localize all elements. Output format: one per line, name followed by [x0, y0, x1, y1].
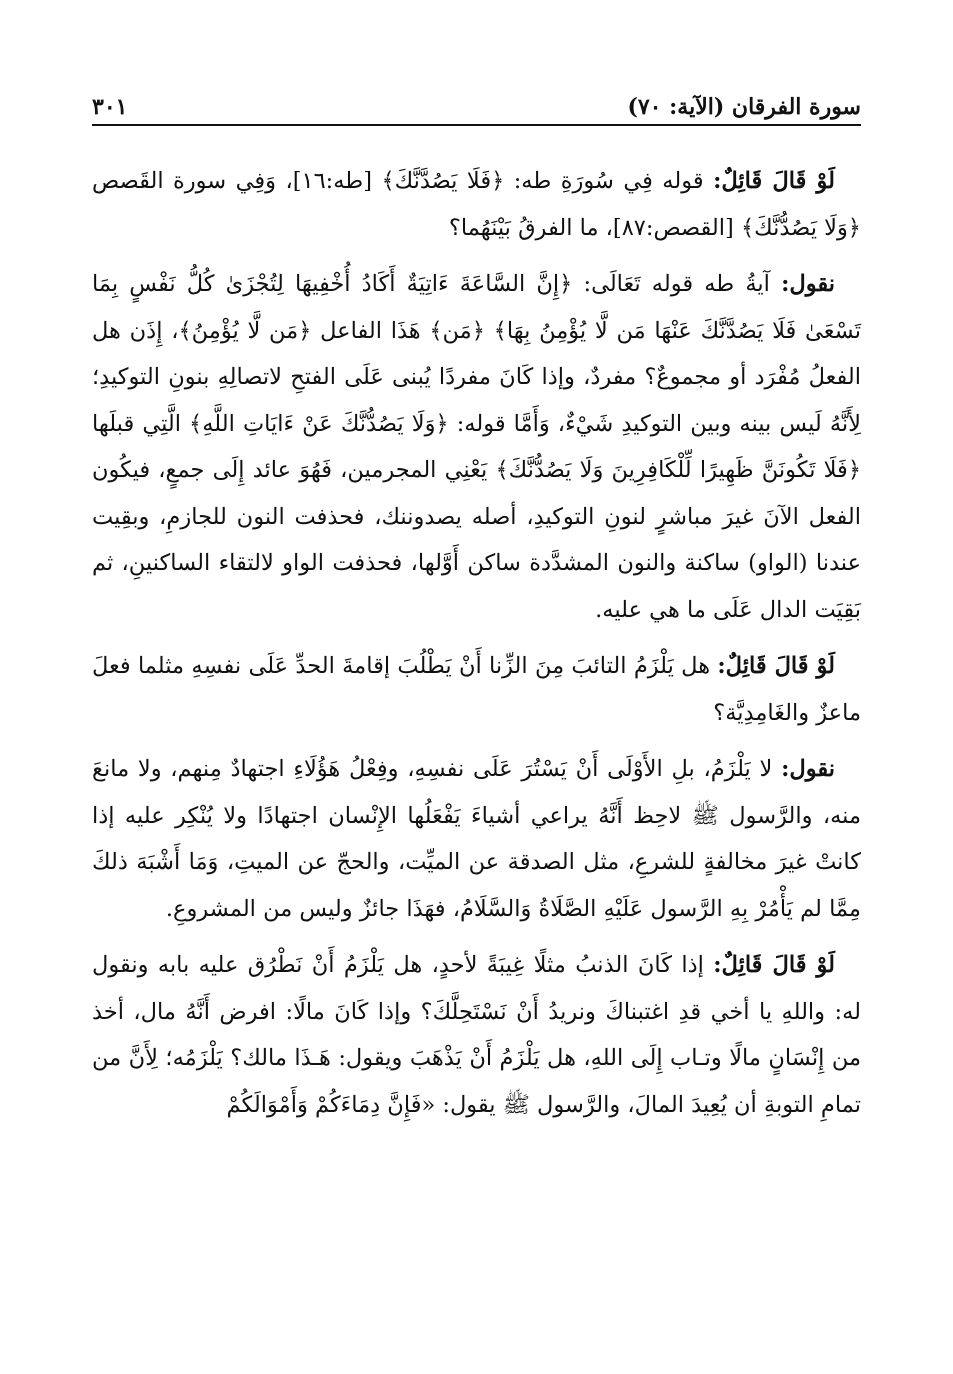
paragraph-text: إذا كَانَ الذنبُ مثلًا غِيبَةً لأحدٍ، هل يَلْزَمُ أَنْ نَطْرُق عليه بابه ونقول له: واللهِ يا أخي قدِ اغتبناكَ ونريدُ أَنْ نَسْتَحِلَّكَ؟ وإذا كَانَ مالًا: افرض أَنَّهُ مال، أخذ من إِنْسَانٍ مالًا وتـاب إِلَى اللهِ، هل يَلْزَمُ أَنْ يَذْهَبَ ويقول: هَـذَا مالك؟ يَلْزَمُه؛ لِأَنَّ من تمامِ التوبةِ أن يُعِيدَ المالَ، والرَّسول ﷺ يقول: «فَإِنَّ دِمَاءَكُمْ وَأَمْوَالَكُمْ: [92, 952, 861, 1118]
page-number: ٣٠١: [92, 94, 128, 120]
paragraph: [92, 643, 861, 736]
paragraph-lead: نقول:: [781, 271, 836, 297]
paragraph-text: هل يَلْزَمُ التائبَ مِنَ الزِّنا أَنْ يَطْلُبَ إقامةَ الحدِّ عَلَى نفسِهِ مثلما فعلَ ماعزٌ والغَامِدِيَّة؟: [92, 653, 861, 726]
paragraph-text: لا يَلْزَمُ، بلِ الأَوْلَى أَنْ يَسْتُرَ عَلَى نفسِهِ، وفِعْلُ هَؤُلَاءِ اجتهادٌ مِنهم، ولا مانعَ منه، والرَّسول ﷺ لاحِظ أَنَّهُ يراعي أشياءَ يَفْعَلُها الإِنْسان اجتهادًا ولا يُنْكِر عليه إذا كانتْ غيرَ مخالفةٍ للشرعِ، مثل الصدقة عن الميِّت، والحجّ عن الميتِ، وَمَا أَشْبَهَ ذلكَ مِمَّا لم يَأْمُرْ بِهِ الرَّسول عَلَيْهِ الصَّلَاةُ وَالسَّلَامُ، فهَذَا جائزٌ وليس من المشروعِ.: [92, 756, 861, 922]
paragraph-lead: لَوْ قَالَ قَائِلٌ:: [713, 168, 835, 194]
paragraph-lead: لَوْ قَالَ قَائِلٌ:: [713, 952, 835, 978]
paragraph-text: آيةُ طه قوله تَعَالَى: ﴿إِنَّ السَّاعَةَ ءَاتِيَةٌ أَكَادُ أُخْفِيهَا لِتُجْزَىٰ كُلُّ نَفْسٍ بِمَا تَسْعَىٰ فَلَا يَصُدَّنَّكَ عَنْهَا مَن لَّا يُؤْمِنُ بِهَا﴾ ﴿مَن﴾ هَذَا الفاعل ﴿مَن لَّا يُؤْمِنُ﴾، إِذَن هل الفعلُ مُفْرَد أو مجموعٌ؟ مفردٌ، وإذا كَانَ مفردًا يُبنى عَلَى الفتحِ لاتصالِهِ بنونِ التوكيدِ؛ لِأَنَّهُ لَيس بينه وبين التوكيدِ شَيْءٌ، وَأَمَّا قوله: ﴿وَلَا يَصُدُّنَّكَ عَنْ ءَايَاتِ اللَّهِ﴾ الَّتِي قبلَها ﴿فَلَا تَكُونَنَّ ظَهِيرًا لِّلْكَافِرِينَ وَلَا يَصُدُّنَّكَ﴾ يَعْنِي المجرمين، فَهُوَ عائد إِلَى جمعٍ، فيكُون الفعل الآنَ غيرَ مباشرٍ لنونِ التوكيدِ، أصله يصدوننك، فحذفت النون للجازمِ، وبقِيت عندنا (الواو) ساكنة والنون المشدَّدة ساكن أَوَّلها، فحذفت الواو لالتقاء الساكنينِ، ثم بَقِيَت الدال عَلَى ما هي عليه.: [92, 271, 861, 623]
paragraph: [92, 158, 861, 251]
paragraph-lead: لَوْ قَالَ قَائِلٌ:: [717, 653, 835, 679]
paragraph-text: قوله فِي سُورَةِ طه: ﴿فَلَا يَصُدَّنَّكَ﴾ [طه:١٦]، وَفِي سورة القَصص ﴿وَلَا يَصُدُّنَّكَ﴾ [القصص:٨٧]، ما الفرقُ بَيْنَهُما؟: [92, 168, 861, 241]
paragraph-lead: نقول:: [781, 756, 836, 782]
page-header: [92, 86, 861, 126]
paragraph: [92, 942, 861, 1128]
running-title: سورة الفرقان (الآية: ٧٠): [627, 94, 861, 120]
paragraph: [92, 261, 861, 633]
paragraph: [92, 746, 861, 932]
page-body: [92, 158, 861, 1138]
